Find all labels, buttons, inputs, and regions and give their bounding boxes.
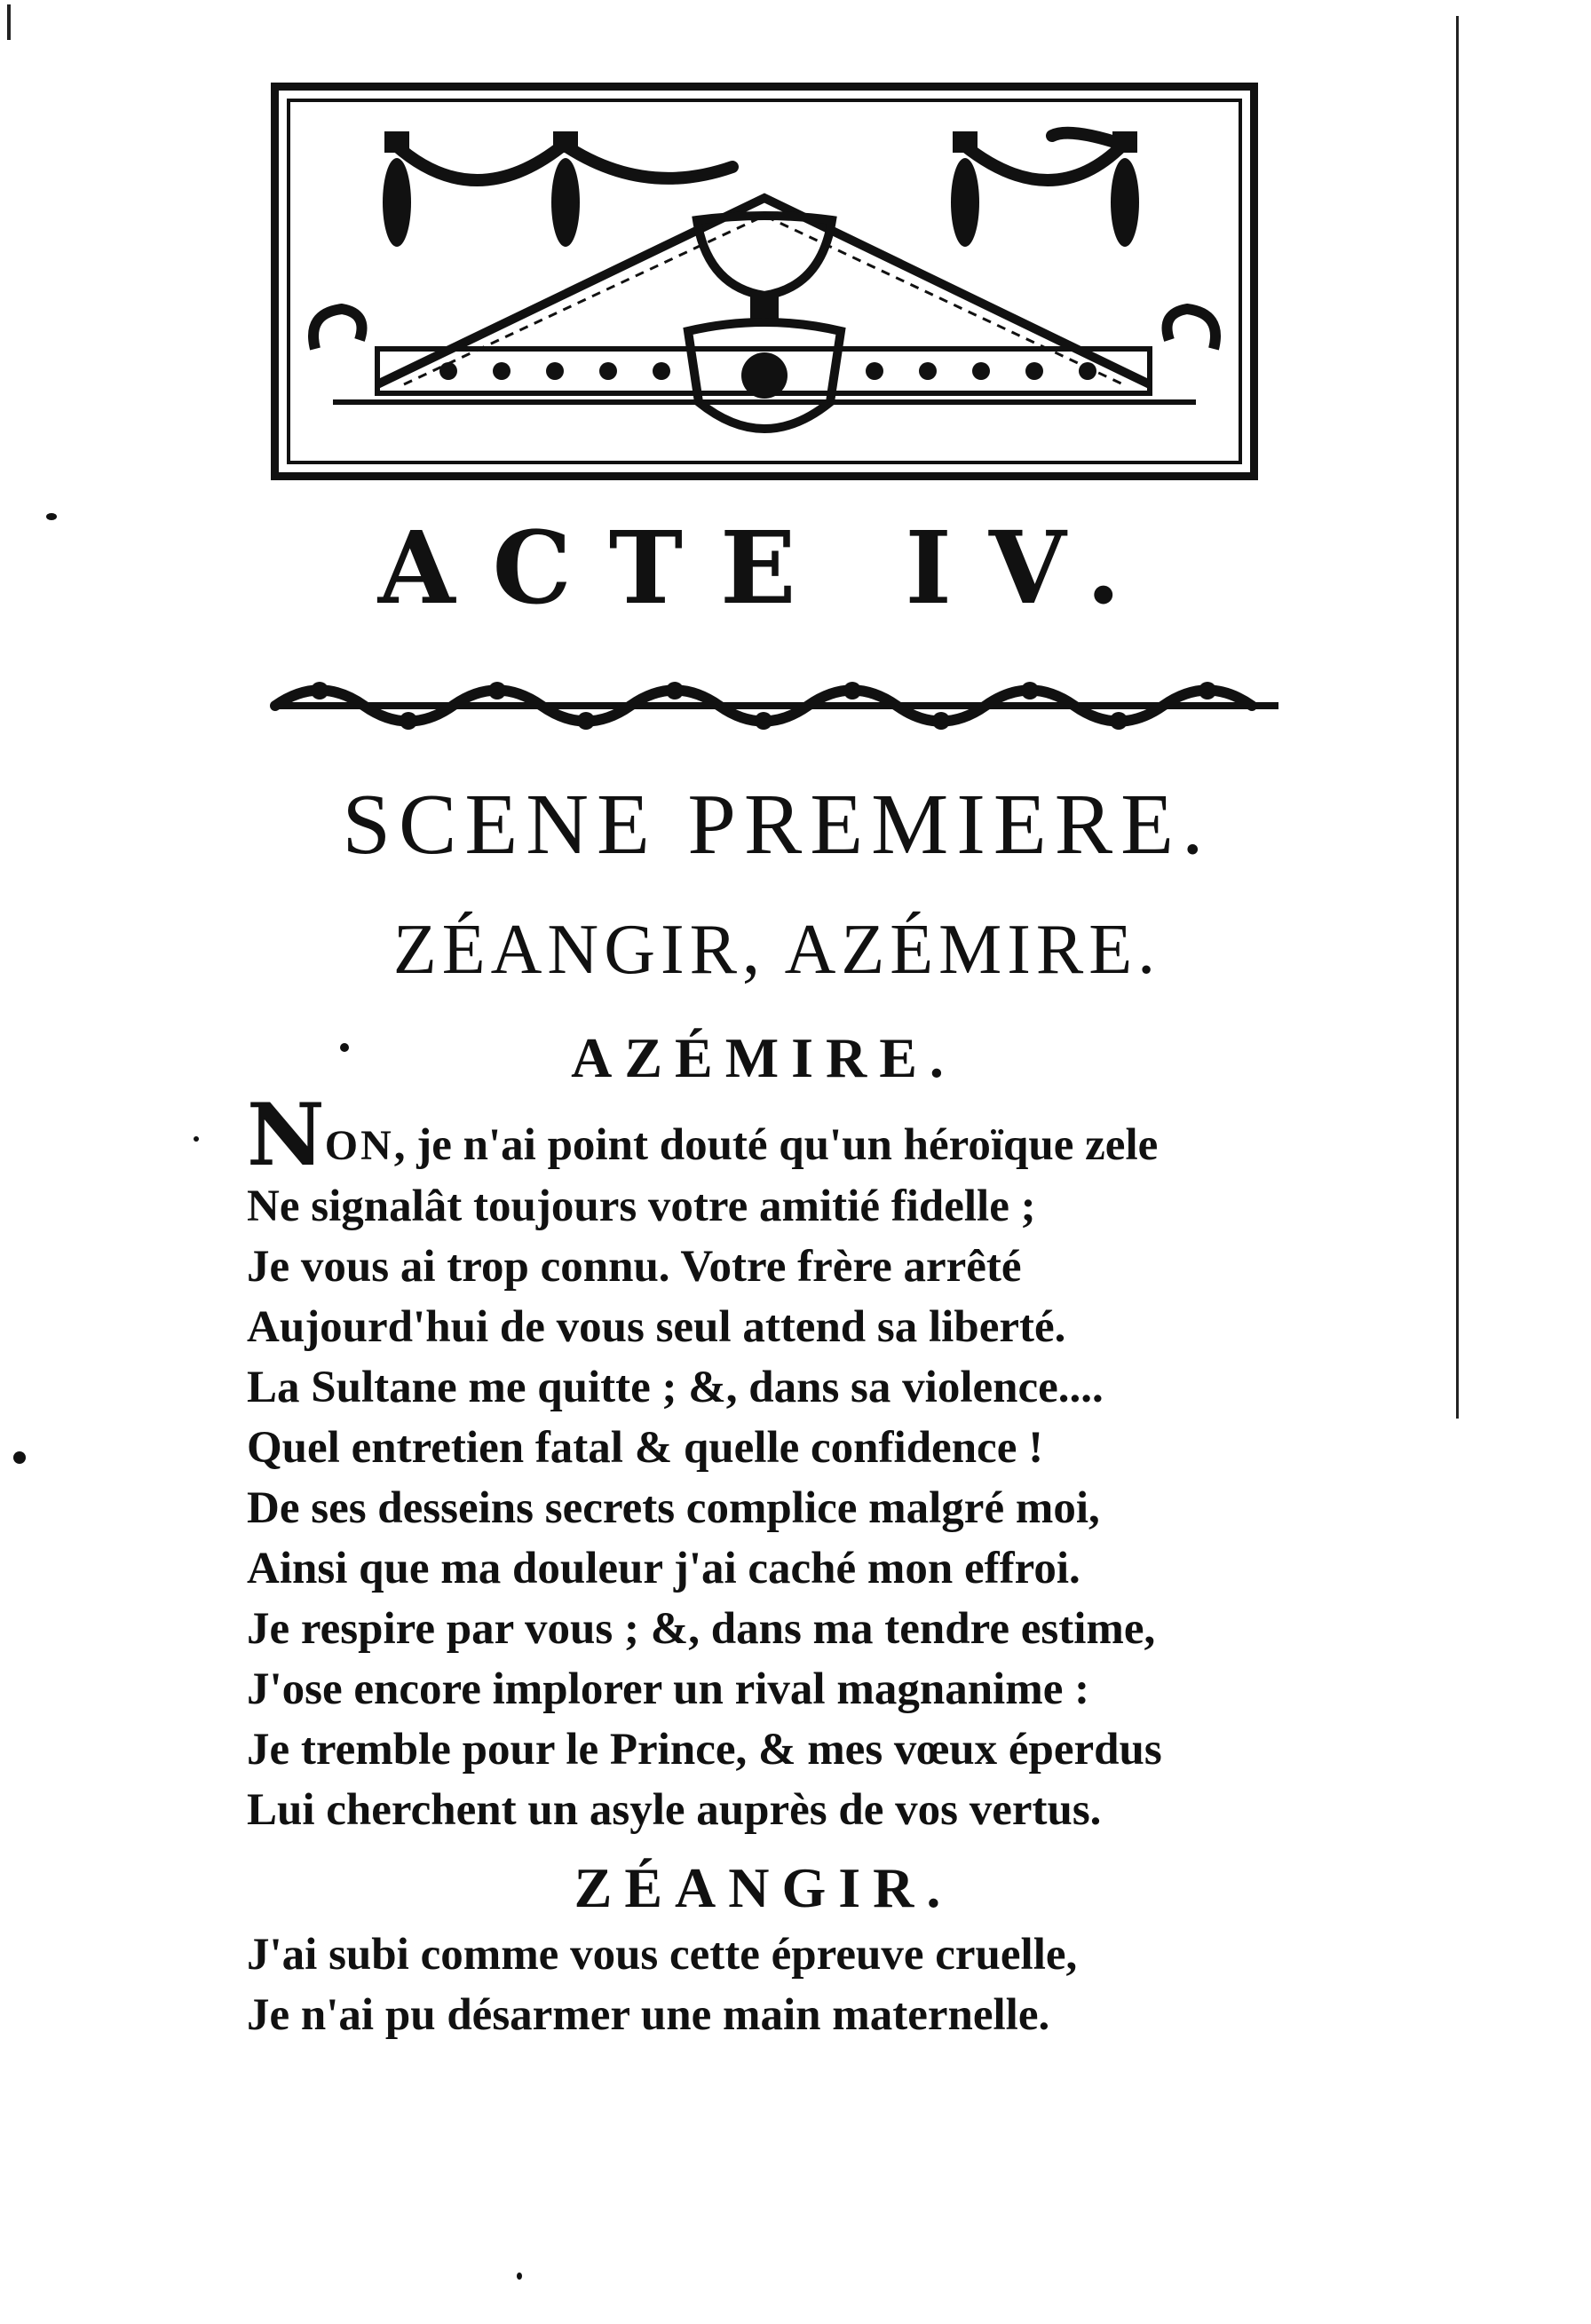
margin-speck <box>13 1451 26 1464</box>
verse-line: De ses desseins secrets complice malgré moi, <box>247 1483 1100 1533</box>
verse-line: Je vous ai trop connu. Votre frère arrêté <box>247 1242 1022 1292</box>
act-title-text: ACTE IV <box>377 510 1087 627</box>
verse-line: J'ose encore implorer un rival magnanime : <box>247 1664 1090 1714</box>
page-edge-line <box>1456 16 1459 1419</box>
verse-line: Je tremble pour le Prince, & mes vœux éperdus <box>247 1725 1162 1775</box>
verse-line: Je n'ai pu désarmer une main maternelle. <box>247 1990 1050 2040</box>
verse-line: Quel entretien fatal & quelle confidence ! <box>247 1423 1044 1473</box>
verse-line: La Sultane me quitte ; &, dans sa violence.... <box>247 1363 1104 1412</box>
margin-speck <box>194 1136 199 1142</box>
act-title-dot: . <box>1086 510 1159 627</box>
act-title <box>266 510 1270 627</box>
speaker-azemire: AZÉMIRE. <box>571 1026 956 1089</box>
characters-heading: ZÉANGIR, AZÉMIRE. <box>392 911 1161 989</box>
verse-line: Ne signalât toujours votre amitié fidelle ; <box>247 1182 1036 1231</box>
margin-speck <box>517 2273 522 2280</box>
verse-line: Lui cherchent un asyle auprès de vos vertus. <box>247 1785 1102 1835</box>
verse-line: Je respire par vous ; &, dans ma tendre estime, <box>247 1604 1156 1654</box>
ornamental-rule <box>266 666 1287 746</box>
margin-speck <box>46 513 57 520</box>
drop-cap-letter: N <box>247 1085 325 1185</box>
verse-line: Ainsi que ma douleur j'ai caché mon effroi. <box>247 1544 1080 1593</box>
verse-line-first <box>247 1085 1312 1185</box>
speaker-zeangir: ZÉANGIR. <box>574 1856 954 1919</box>
first-line-rest: , je n'ai point douté qu'un héroïque zele <box>393 1120 1159 1170</box>
verse-line: Aujourd'hui de vous seul attend sa liberté. <box>247 1302 1066 1352</box>
corner-mark <box>7 4 11 40</box>
verse-line: J'ai subi comme vous cette épreuve cruelle, <box>247 1930 1078 1980</box>
speech-zeangir <box>247 1925 1312 2045</box>
ornamental-headpiece <box>271 83 1258 480</box>
scene-title: SCENE PREMIERE. <box>342 777 1212 873</box>
first-word-caps: ON <box>324 1122 394 1169</box>
speech-azemire <box>247 1085 1312 1840</box>
